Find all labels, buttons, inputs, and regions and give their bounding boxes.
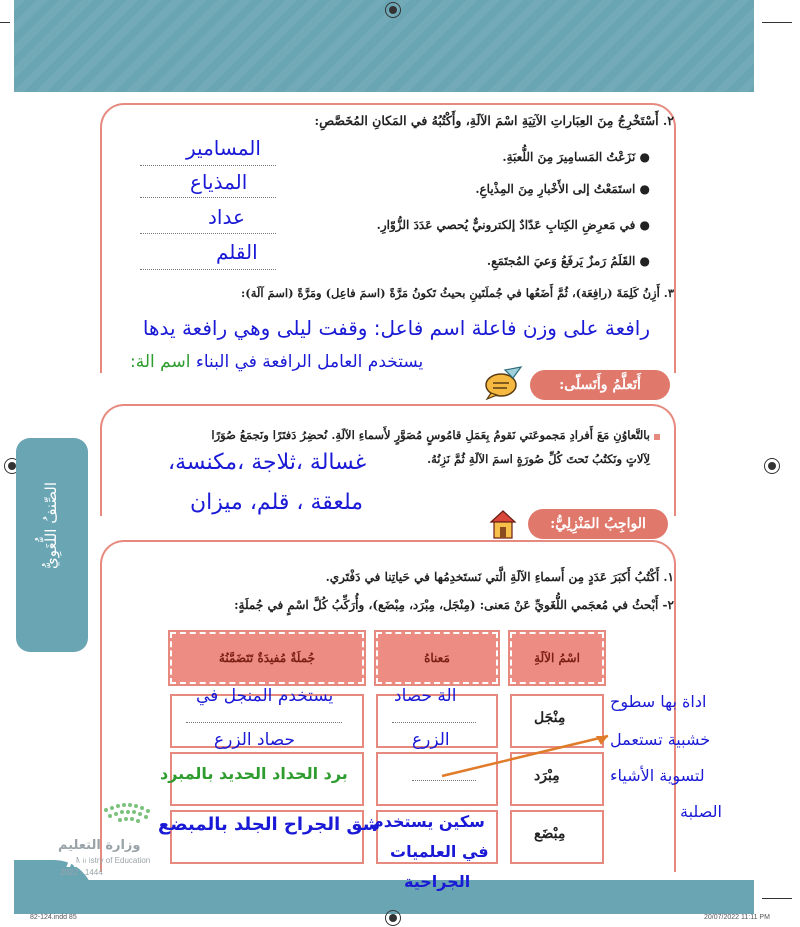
crop-mark <box>0 22 10 23</box>
print-timestamp: 20/07/2022 11:11 PM <box>704 914 770 921</box>
q2-item-2: ● استَمَعْتُ إلى الأَخْبارِ مِنَ المِذْياعِ. <box>475 182 650 196</box>
meaning-answer: الزرع <box>412 730 450 750</box>
learn-section-title: أَتَعلَّمُ وأَتَسلّى: <box>530 370 670 400</box>
side-tab <box>16 438 88 652</box>
arrow-annotation <box>438 730 618 780</box>
registration-mark-right <box>764 458 780 474</box>
answer-line <box>140 165 276 166</box>
registration-mark-bottom <box>385 910 401 926</box>
sentence-answer: حصاد الزرع <box>214 730 296 750</box>
sentence-answer: يستخدم المنجل في <box>196 686 334 706</box>
side-note-line-1: اداة بها سطوح <box>610 692 707 711</box>
table-header-meaning: مَعناهُ <box>376 632 498 684</box>
page-number: ٨٥ <box>66 848 91 872</box>
meaning-answer: سكين يستخدم <box>372 812 485 831</box>
meaning-answer: الة حصاد <box>394 686 457 706</box>
sentence-answer: شق الجراح الجلد بالمبضع <box>158 814 381 835</box>
q2-title: ٢. أَسْتَخْرِجُ مِنَ العِبَاراتِ الآتِيَةِ اسْمَ الآلَةِ، وأَكْتُبُهُ في المَكانِ المُخَصَّصِ: <box>314 113 674 128</box>
homework-section-title: الواجِبُ المَنْزِلِيُّ: <box>528 509 668 539</box>
speech-bubble-icon <box>483 366 523 400</box>
side-tab-label: الصِّنفُ اللُّغَوِيُّ <box>42 482 60 569</box>
header-band <box>14 0 754 92</box>
house-icon <box>488 508 518 540</box>
square-bullet-icon <box>654 434 660 440</box>
tool-name: مِبْرَد <box>534 768 560 784</box>
ministry-logo-icon <box>100 800 162 830</box>
answer-line <box>392 722 476 723</box>
ministry-name-en: Ministry of Education <box>76 856 151 865</box>
q2-answer-4: القلم <box>216 240 258 264</box>
answer-line <box>140 269 276 270</box>
footer-band <box>14 880 754 914</box>
q2-item-4: ● القَلَمُ رَمزٌ يَرفَعُ وَعيَ المُجتَمَعِ. <box>486 254 650 268</box>
q3-answer-1: رافعة على وزن فاعلة اسم فاعل: وقفت ليلى وهي رافعة يدها <box>142 316 650 340</box>
learn-text-2: لِآلاتٍ ونَكتُبُ تَحتَ كُلِّ صُورَةٍ اسمَ الآلَةِ ثُمَّ نَزِنُهُ. <box>427 452 650 466</box>
table-header-sentence: جُملَةٌ مُفيدَةٌ تَتَضَمَّنُهُ <box>170 632 364 684</box>
q2-answer-1: المسامير <box>186 136 261 160</box>
q2-answer-2: المذياع <box>190 170 248 194</box>
q2-item-1: ● نَزَعْتُ المَسامِيرَ مِنَ اللُّعبَةِ. <box>502 150 650 164</box>
table-header-tool: اسْمُ الآلَةِ <box>510 632 604 684</box>
homework-q1: ١. أَكْتُبُ أَكبَرَ عَدَدٍ مِن أَسماءِ الآلَةِ الَّتي نَستَخدِمُها في حَياتِنا في دَفْتَري. <box>325 570 674 584</box>
meaning-answer: في العلميات <box>390 842 489 861</box>
sentence-answer: برد الحداد الحديد بالمبرد <box>160 764 348 783</box>
answer-line <box>412 780 476 781</box>
learn-answer-1: غسالة ،ثلاجة ،مكنسة، <box>168 450 367 475</box>
q3-title: ٣. أَزِنُ كَلِمَةَ (رافِعَة)، ثُمَّ أَضَعُها في جُملَتَينِ بحيثُ تَكونُ مَرَّةً (اسمَ فاعِل) ومَرَّةً (اسمَ آلَة): <box>241 286 674 300</box>
crop-mark <box>762 22 792 23</box>
ministry-name-ar: وزارة التعليم <box>58 838 141 853</box>
q2-answer-3: عداد <box>208 205 245 229</box>
homework-q2: ٢- أَبْحثُ في مُعجَمي اللُّغَويِّ عَنْ مَعنى: (مِنْجَل، مِبْرَد، مِبْضَع)، وأُرَكِّبُ كُلَّ اسْمٍ في جُملَةٍ: <box>234 598 674 612</box>
learn-answer-2: ملعقة ، قلم، ميزان <box>190 490 364 515</box>
answer-line <box>140 197 276 198</box>
tool-name: مِبْضَع <box>534 826 566 842</box>
side-note-line-2: خشبية تستعمل <box>610 730 711 749</box>
file-info: 82-124.indd 85 <box>30 914 77 921</box>
ministry-year: 2022 - 1444 <box>60 868 103 877</box>
crop-mark <box>762 898 792 899</box>
registration-mark-top <box>385 2 401 18</box>
side-note-line-3: لتسوية الأشياء <box>610 766 705 785</box>
side-note-line-4: الصلبة <box>680 802 722 821</box>
q2-item-3: ● في مَعرِضِ الكِتابِ عَدّادٌ إلكترونيٌّ يُحصي عَدَدَ الزُّوّارِ. <box>376 218 650 232</box>
answer-line <box>140 233 276 234</box>
answer-line <box>186 722 342 723</box>
meaning-answer: الجراحية <box>404 872 471 891</box>
q3-answer-2: يستخدم العامل الرافعة في البناء اسم الة: <box>130 352 424 372</box>
learn-text-1: بالتَّعاوُنِ مَعَ أَفرادِ مَجموعَتي نَقومُ بِعَمَلِ قامُوسٍ مُصَوَّرٍ لأَسماءِ الآلَةِ. نُحضِرُ دَفتَرًا ونَجمَعُ صُوَرًا <box>211 428 650 442</box>
tool-name: مِنْجَل <box>534 710 566 726</box>
